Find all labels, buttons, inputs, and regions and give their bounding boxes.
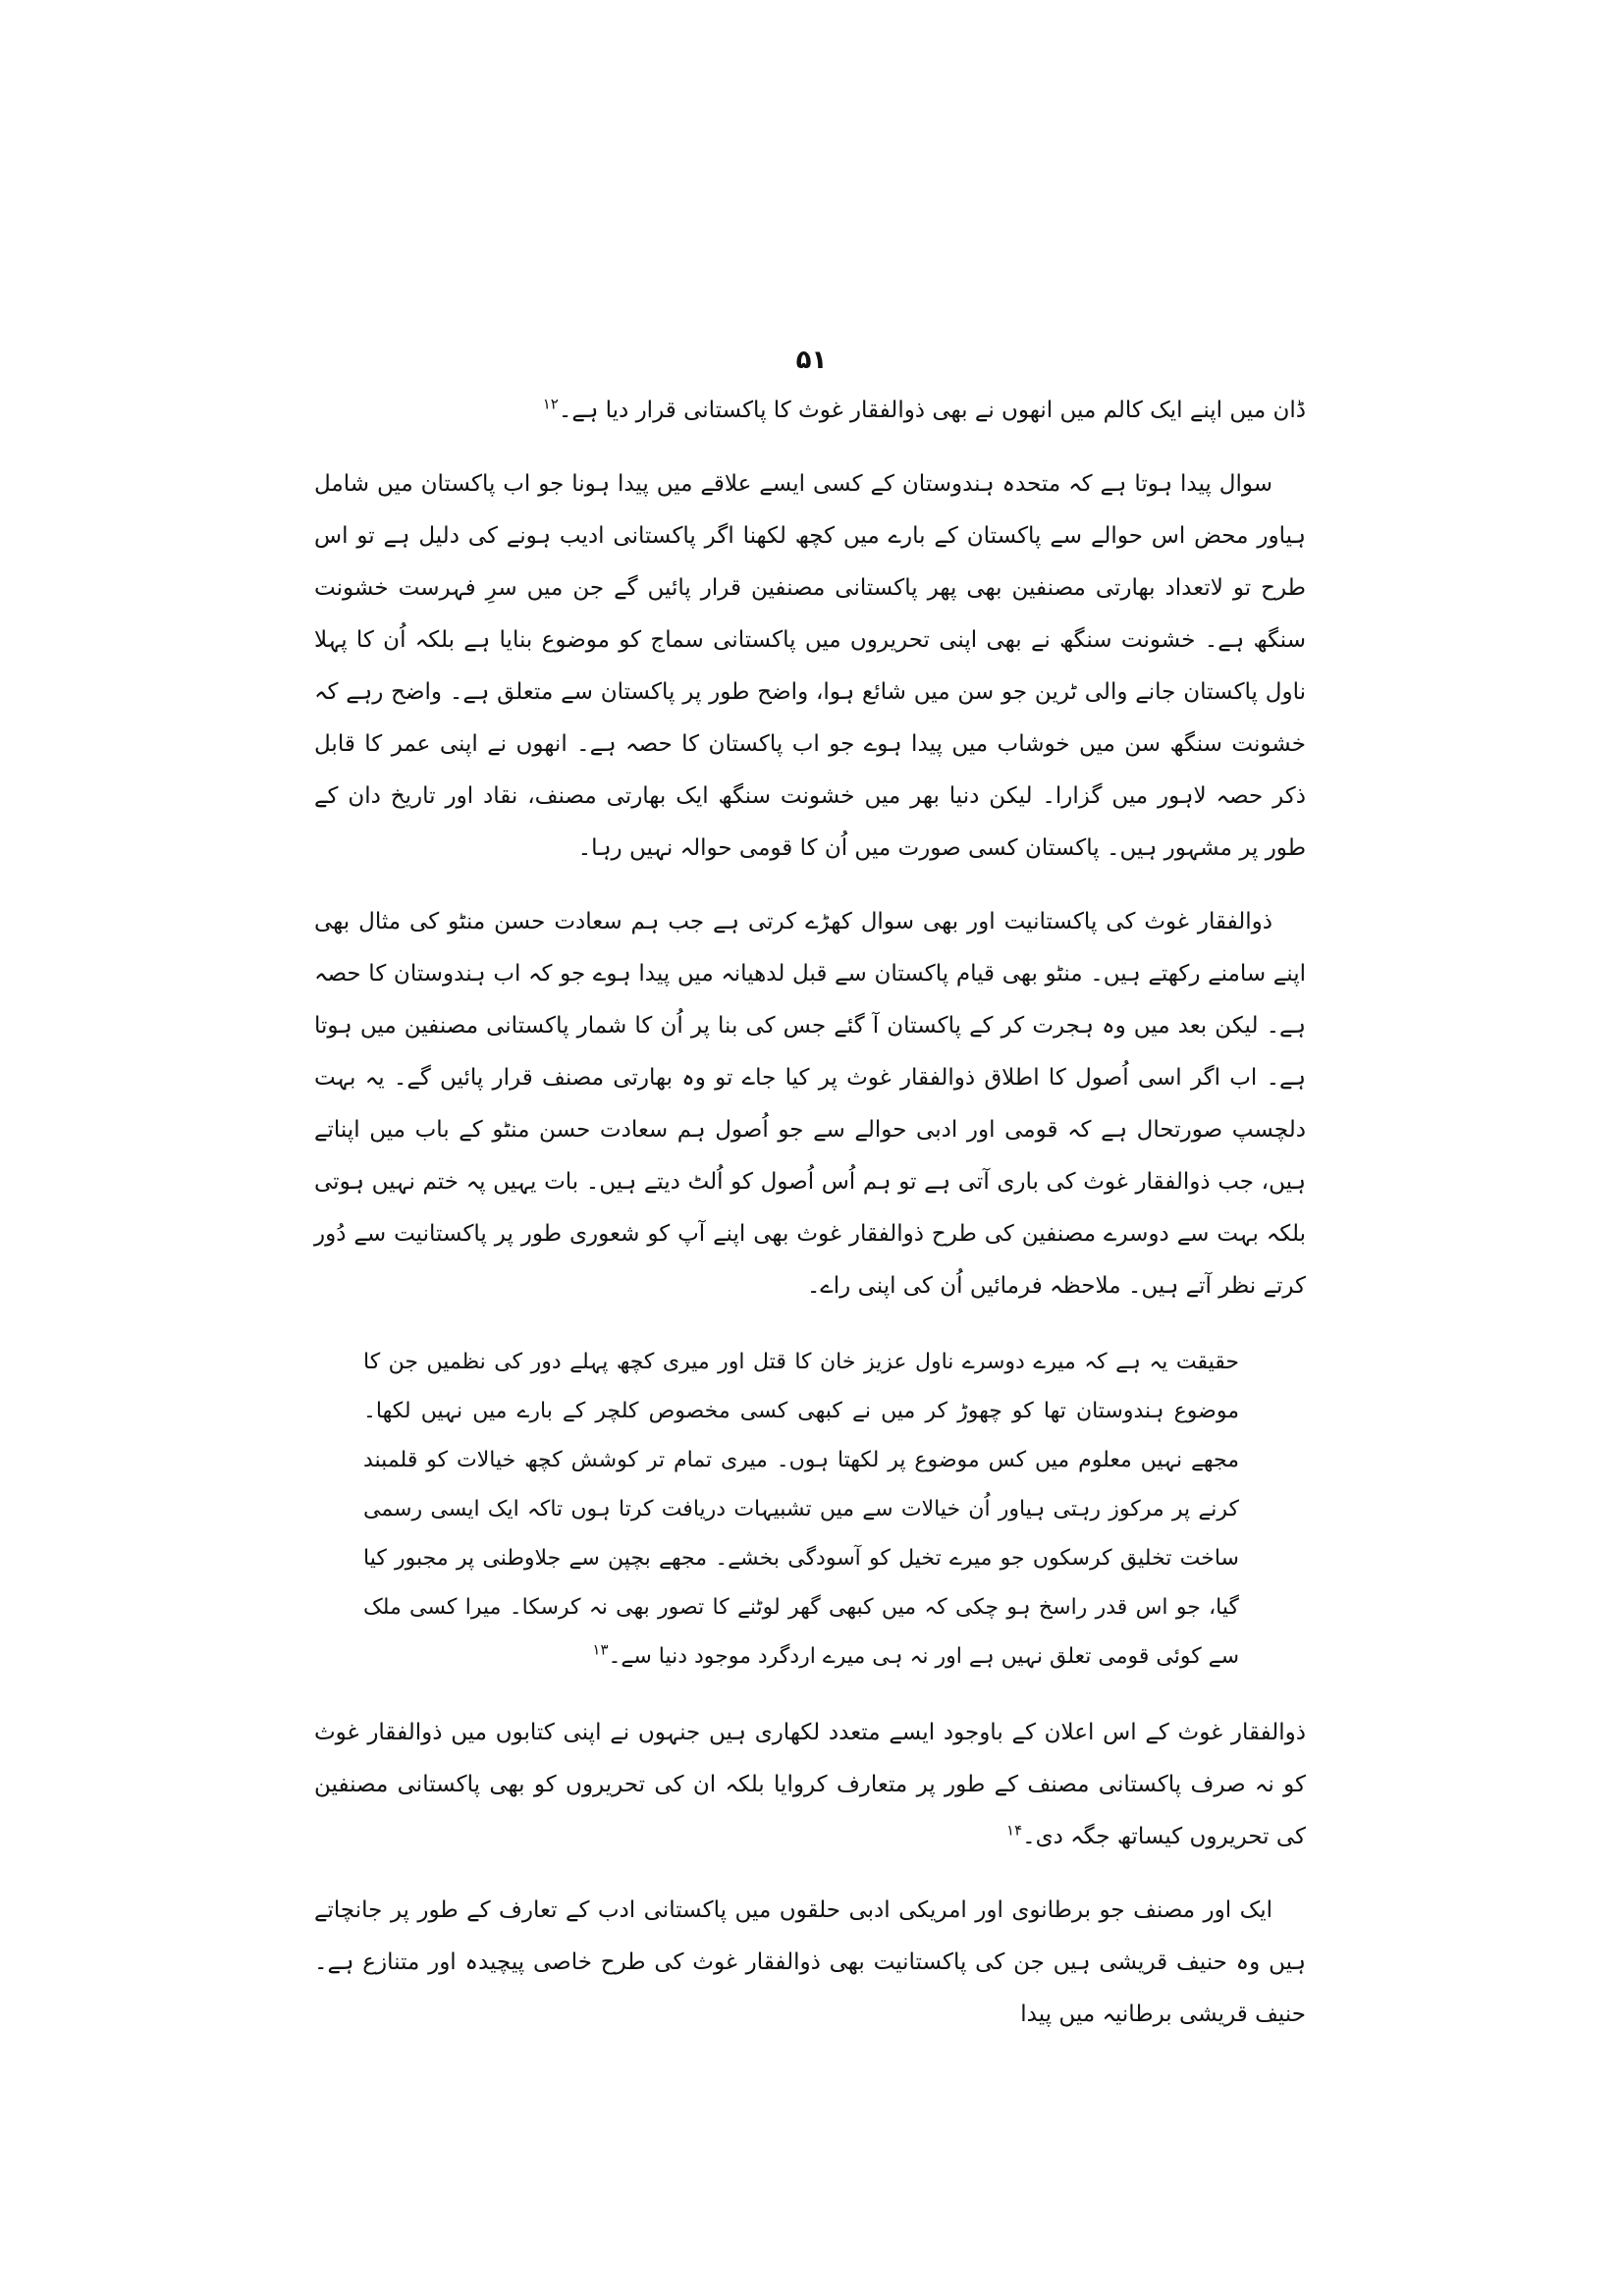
paragraph-5 <box>314 1885 1306 2041</box>
paragraph-2-text: سوال پیدا ہوتا ہے کہ متحدہ ہندوستان کے کسی ایسے علاقے میں پیدا ہونا جو اب پاکستان میں شامل ہیاور محض اس حوالے سے پاکستان کے بارے میں کچھ لکھنا اگر پاکستانی ادیب ہونے کی دلیل ہے تو اس طرح تو لاتعداد بھارتی مصنفین بھی پھر پاکستانی مصنفین قرار پائیں گے جن میں سرِ فہرست خشونت سنگھ ہے۔ خشونت سنگھ نے بھی اپنی تحریروں میں پاکستانی سماج کو موضوع بنایا ہے بلکہ اُن کا پہلا ناول پاکستان جانے والی ٹرین جو سن میں شائع ہوا، واضح طور پر پاکستان سے متعلق ہے۔ واضح رہے کہ خشونت سنگھ سن میں خوشاب میں پیدا ہوے جو اب پاکستان کا حصہ ہے۔ انھوں نے اپنی عمر کا قابل ذکر حصہ لاہور میں گزارا۔ لیکن دنیا بھر میں خشونت سنگھ ایک بھارتی مصنف، نقاد اور تاریخ دان کے طور پر مشہور ہیں۔ پاکستان کسی صورت میں اُن کا قومی حوالہ نہیں رہا۔ <box>314 471 1306 861</box>
footnote-marker-13: ۱۳ <box>592 1640 609 1659</box>
paragraph-2 <box>314 458 1306 875</box>
paragraph-1-text: ڈان میں اپنے ایک کالم میں انھوں نے بھی ذوالفقار غوث کا پاکستانی قرار دیا ہے۔ <box>558 398 1306 423</box>
paragraph-3 <box>314 896 1306 1312</box>
body-text <box>314 385 1306 2041</box>
paragraph-1 <box>314 385 1306 437</box>
block-quote-text: حقیقت یہ ہے کہ میرے دوسرے ناول عزیز خان کا قتل اور میری کچھ پہلے دور کی نظمیں جن کا موضوع ہندوستان تھا کو چھوڑ کر میں نے کبھی کسی مخصوص کلچر کے بارے میں نہیں لکھا۔ مجھے نہیں معلوم میں کس موضوع پر لکھتا ہوں۔ میری تمام تر کوشش کچھ خیالات کو قلمبند کرنے پر مرکوز رہتی ہیاور اُن خیالات سے میں تشبیہات دریافت کرتا ہوں تاکہ ایک ایسی رسمی ساخت تخلیق کرسکوں جو میرے تخیل کو آسودگی بخشے۔ مجھے بچپن سے جلاوطنی پر مجبور کیا گیا، جو اس قدر راسخ ہو چکی کہ میں کبھی گھر لوٹنے کا تصور بھی نہ کرسکا۔ میرا کسی ملک سے کوئی قومی تعلق نہیں ہے اور نہ ہی میرے اردگرد موجود دنیا سے۔ <box>363 1350 1239 1669</box>
paragraph-4 <box>314 1707 1306 1863</box>
paragraph-4-text: ذوالفقار غوث کے اس اعلان کے باوجود ایسے متعدد لکھاری ہیں جنہوں نے اپنی کتابوں میں ذوالفقار غوث کو نہ صرف پاکستانی مصنف کے طور پر متعارف کروایا بلکہ ان کی تحریروں کو بھی پاکستانی مصنفین کی تحریروں کیساتھ جگہ دی۔ <box>314 1720 1306 1849</box>
paragraph-5-text: ایک اور مصنف جو برطانوی اور امریکی ادبی حلقوں میں پاکستانی ادب کے تعارف کے طور پر جانچاتے ہیں وہ حنیف قریشی ہیں جن کی پاکستانیت بھی ذوالفقار غوث کی طرح خاصی پیچیدہ اور متنازع ہے۔ حنیف قریشی برطانیہ میں پیدا <box>314 1897 1306 2027</box>
block-quote <box>363 1338 1239 1682</box>
footnote-marker-12: ۱۲ <box>542 395 559 413</box>
footnote-marker-14: ۱۴ <box>1006 1821 1023 1840</box>
paragraph-3-text: ذوالفقار غوث کی پاکستانیت اور بھی سوال کھڑے کرتی ہے جب ہم سعادت حسن منٹو کی مثال بھی اپنے سامنے رکھتے ہیں۔ منٹو بھی قیام پاکستان سے قبل لدھیانہ میں پیدا ہوے جو کہ اب ہندوستان کا حصہ ہے۔ لیکن بعد میں وہ ہجرت کر کے پاکستان آ گئے جس کی بنا پر اُن کا شمار پاکستانی مصنفین میں ہوتا ہے۔ اب اگر اسی اُصول کا اطلاق ذوالفقار غوث پر کیا جاے تو وہ بھارتی مصنف قرار پائیں گے۔ یہ بہت دلچسپ صورتحال ہے کہ قومی اور ادبی حوالے سے جو اُصول ہم سعادت حسن منٹو کے باب میں اپناتے ہیں، جب ذوالفقار غوث کی باری آتی ہے تو ہم اُس اُصول کو اُلٹ دیتے ہیں۔ بات یہیں پہ ختم نہیں ہوتی بلکہ بہت سے دوسرے مصنفین کی طرح ذوالفقار غوث بھی اپنے آپ کو شعوری طور پر پاکستانیت سے دُور کرتے نظر آتے ہیں۔ ملاحظہ فرمائیں اُن کی اپنی راے۔ <box>314 909 1306 1299</box>
page-number: ۵۱ <box>795 346 828 375</box>
